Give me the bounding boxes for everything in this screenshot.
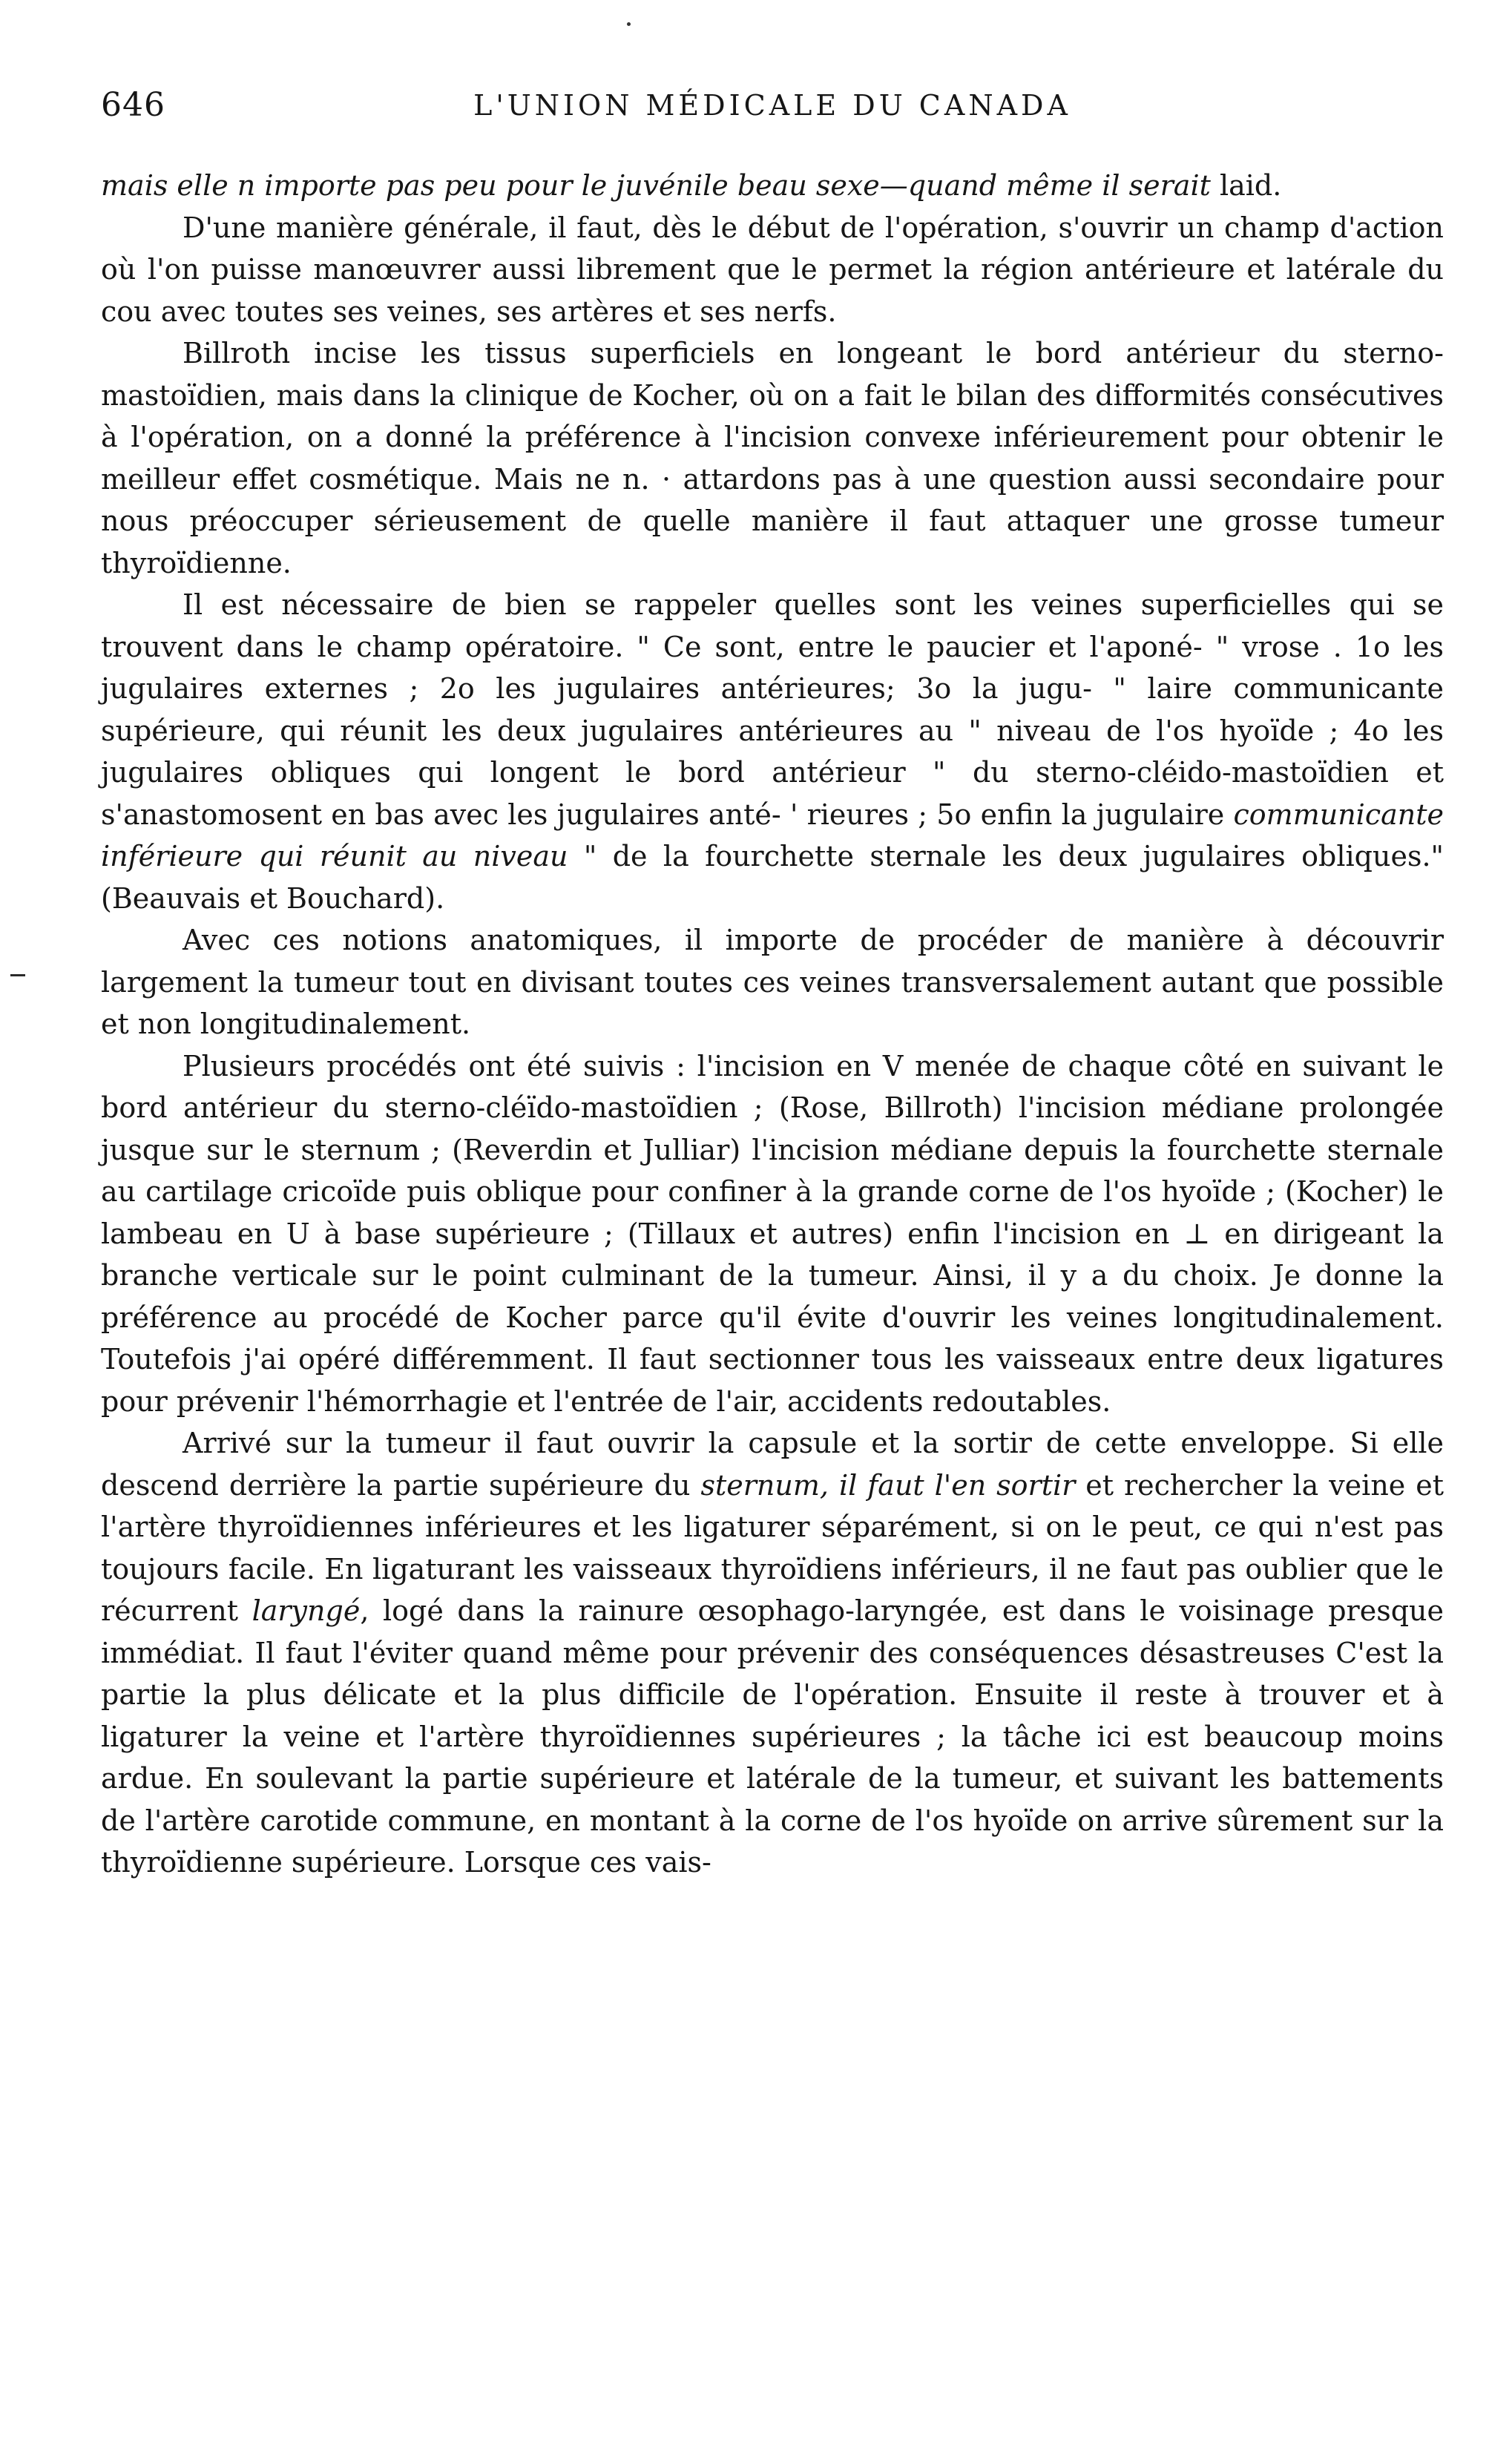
paragraph (101, 165, 1444, 207)
italic-text-run: sternum, il faut l'en sortir (700, 1468, 1076, 1502)
text-run: " de la fourchette sternale les deux jugulaires obliques." (Beauvais et Bouchard). (101, 840, 1444, 915)
text-run: Il est nécessaire de bien se rappeler quelles sont les veines superficielles qui se trouvent dans le champ opératoire. " Ce sont, entre le paucier et l'aponé- " vrose . 1o les jugulaires externes ; 2o les jugulaires antérieures; 3o la jugu- " laire communicante supérieure, qui réunit les deux jugulaires antérieures au " niveau de l'os hyoïde ; 4o les jugulaires obliques qui longent le bord antérieur " du sterno-cléido-mastoïdien et s'anastomosent en bas avec les jugulaires anté- ' rieures ; 5o enfin la jugulaire (101, 588, 1444, 831)
text-run: , logé dans la rainure œsophago-laryngée, est dans le voisinage presque immédiat. Il faut l'éviter quand même pour prévenir des conséquences désastreuses C'est la partie la plus délicate et la plus difficile de l'opération. Ensuite il reste à trouver et à ligaturer la veine et l'artère thyroïdiennes supérieures ; la tâche ici est beaucoup moins ardue. En soulevant la partie supérieure et latérale de la tumeur, et suivant les battements de l'artère carotide commune, en montant à la corne de l'os hyoïde on arrive sûrement sur la thyroïdienne supérieure. Lorsque ces vais- (101, 1594, 1444, 1879)
paragraph (101, 332, 1444, 584)
paragraph (101, 1422, 1444, 1884)
running-head (101, 83, 1444, 128)
text-run: et rechercher la veine et l'artère thyroïdiennes inférieures et les ligaturer séparément, si on le peut, ce qui n'est pas toujours facile. En ligaturant les vaisseaux thyroïdiens inférieurs, il ne faut pas oublier que le récurrent (101, 1468, 1444, 1627)
italic-text-run: communicante inférieure qui réunit au niveau (101, 798, 1444, 873)
text-run: Billroth incise les tissus superficiels en longeant le bord antérieur du sterno-mastoïdien, mais dans la clinique de Kocher, où on a fait le bilan des difformités consécutives à l'opération, on a donné la préférence à l'incision convexe inférieurement pour obtenir le meilleur effet cosmétique. Mais ne n. · attardons pas à une question aussi secondaire pour nous préoccuper sérieusement de quelle manière il faut attaquer une grosse tumeur thyroïdienne. (101, 337, 1444, 579)
text-run: laid. (1210, 169, 1282, 202)
text-run: D'une manière générale, il faut, dès le début de l'opération, s'ouvrir un champ d'action où l'on puisse manœuvrer aussi librement que le permet la région antérieure et latérale du cou avec toutes ses veines, ses artères et ses nerfs. (101, 211, 1444, 328)
italic-text-run: laryngé (252, 1594, 361, 1627)
margin-mark (10, 974, 25, 976)
italic-text-run: quand même il serait (907, 169, 1211, 202)
text-run: Plusieurs procédés ont été suivis : l'incision en V menée de chaque côté en suivant le bord antérieur du sterno-cléïdo-mastoïdien ; (Rose, Billroth) l'incision médiane prolongée jusque sur le sternum ; (Reverdin et Julliar) l'incision médiane depuis la fourchette sternale au cartilage cricoïde puis oblique pour confiner à la grande corne de l'os hyoïde ; (Kocher) le lambeau en U à base supérieure ; (Tillaux et autres) enfin l'incision en ⊥ en dirigeant la branche verticale sur le point culminant de la tumeur. Ainsi, il y a du choix. Je donne la préférence au procédé de Kocher parce qu'il évite d'ouvrir les veines longitudinalement. Toutefois j'ai opéré différemment. Il faut sectionner tous les vaisseaux entre deux ligatures pour prévenir l'hémorrhagie et l'entrée de l'air, accidents redoutables. (101, 1049, 1444, 1418)
page-number: 646 (101, 86, 165, 124)
paragraph (101, 584, 1444, 919)
text-run: Avec ces notions anatomiques, il importe de procéder de manière à découvrir largement la tumeur tout en divisant toutes ces veines transversalement autant que possible et non longitudinalement. (101, 924, 1444, 1040)
italic-text-run: mais elle n importe pas peu pour le juvénile beau sexe— (101, 169, 908, 202)
text-run: Arrivé sur la tumeur il faut ouvrir la capsule et la sortir de cette enveloppe. Si elle descend derrière la partie supérieure du (101, 1427, 1444, 1502)
print-speck (627, 22, 631, 26)
paragraph (101, 919, 1444, 1045)
paragraph (101, 1045, 1444, 1423)
paragraph (101, 207, 1444, 333)
article-body (101, 165, 1444, 1884)
journal-title: L'UNION MÉDICALE DU CANADA (473, 89, 1071, 122)
